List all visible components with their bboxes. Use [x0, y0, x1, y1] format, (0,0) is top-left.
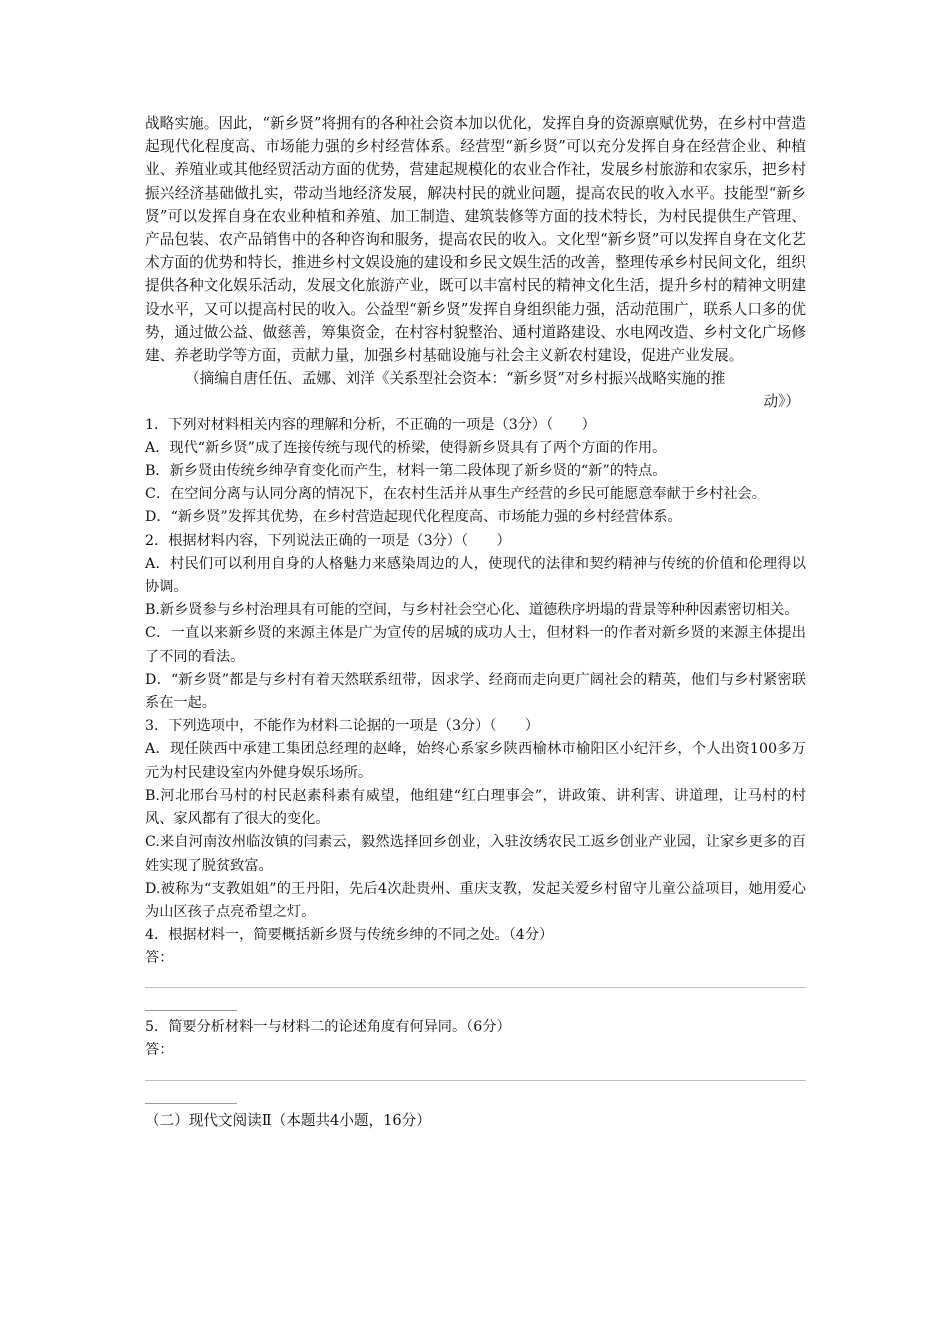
option-b: B.河北邢台马村的村民赵素科素有威望，他组建“红白理事会”，讲政策、讲利害、讲道理，让马村的村风、家风都有了很大的变化。 — [145, 787, 806, 828]
passage-source-end: 动》） — [763, 393, 800, 411]
question-stem: 2．根据材料内容，下列说法正确的一项是（3分）（ ） — [145, 532, 511, 549]
option-a: A．村民们可以利用自身的人格魅力来感染周边的人，使现代的法律和契约精神与传统的价值和伦理得以协调。 — [145, 555, 806, 596]
option-b: B.新乡贤参与乡村治理具有可能的空间，与乡村社会空心化、道德秩序坍塌的背景等种种因素密切相关。 — [145, 602, 799, 619]
option-a: A．现代“新乡贤”成了连接传统与现代的桥梁，使得新乡贤具有了两个方面的作用。 — [145, 439, 667, 456]
option-b: B．新乡贤由传统乡绅孕育变化而产生，材料一第二段体现了新乡贤的“新”的特点。 — [145, 463, 667, 480]
question-2 — [145, 530, 806, 716]
question-1 — [145, 414, 806, 530]
answer-line[interactable] — [145, 1080, 806, 1081]
answer-label: 答： — [145, 1041, 174, 1058]
question-stem: 5．简要分析材料一与材料二的论述角度有何异同。（6分） — [145, 1018, 511, 1035]
option-c: C．在空间分离与认同分离的情况下，在农村生活并从事生产经营的乡民可能愿意奉献于乡村社会。 — [145, 486, 766, 503]
question-stem: 1．下列对材料相关内容的理解和分析，不正确的一项是（3分）（ ） — [145, 416, 596, 433]
exam-page — [145, 112, 806, 1132]
passage-source: （摘编自唐任伍、孟娜、刘洋《关系型社会资本：“新乡贤”对乡村振兴战略实施的推 — [185, 370, 726, 388]
question-4 — [145, 924, 806, 1010]
option-d: D.被称为“支教姐姐”的王丹阳，先后4次赴贵州、重庆支教，发起关爱乡村留守儿童公益项目，她用爱心为山区孩子点亮希望之灯。 — [145, 880, 806, 920]
passage-paragraph: 战略实施。因此，“新乡贤”将拥有的各种社会资本加以优化，发挥自身的资源禀赋优势，在乡村中营造起现代化程度高、市场能力强的乡村经营体系。经营型“新乡贤”可以充分发挥自身在经营企业、种植业、养殖业或其他经贸活动方面的优势，营建起规模化的农业合作社，发展乡村旅游和农家乐，把乡村振兴经济基础做扎实，带动当地经济发展，解决村民的就业问题，提高农民的收入水平。技能型“新乡贤”可以发挥自身在农业种植和养殖、加工制造、建筑装修等方面的技术特长，为村民提供生产管理、产品包装、农产品销售中的各种咨询和服务，提高农民的收入。文化型“新乡贤”可以发挥自身在文化艺术方面的优势和特长，推进乡村文娱设施的建设和乡民文娱生活的改善，整理传承乡村民间文化，组织提供各种文化娱乐活动，发展文化旅游产业，既可以丰富村民的精神文化生活，提升乡村的精神文明建设水平，又可以提高村民的收入。公益型“新乡贤”发挥自身组织能力强，活动范围广，联系人口多的优势，通过做公益、做慈善，筹集资金，在村容村貌整治、通村道路建设、水电网改造、乡村文化广场修建、养老助学等方面，贡献力量，加强乡村基础设施与社会主义新农村建设，促进产业发展。 — [145, 115, 806, 365]
question-3 — [145, 715, 806, 924]
question-5 — [145, 1016, 806, 1104]
option-c: C.来自河南汝州临汝镇的闫素云，毅然选择回乡创业，入驻汝绣农民工返乡创业产业园，让家乡更多的百姓实现了脱贫致富。 — [145, 834, 806, 874]
question-stem: 4．根据材料一，简要概括新乡贤与传统乡绅的不同之处。（4分） — [145, 927, 554, 944]
option-c: C．一直以来新乡贤的来源主体是广为宣传的居城的成功人士，但材料一的作者对新乡贤的来源主体提出了不同的看法。 — [145, 625, 806, 665]
option-d: D．“新乡贤”都是与乡村有着天然联系纽带，因求学、经商而走向更广阔社会的精英，他们与乡村紧密联系在一起。 — [145, 671, 806, 712]
option-a: A．现任陕西中承建工集团总经理的赵峰，始终心系家乡陕西榆林市榆阳区小纪汗乡，个人出资100多万元为村民建设室内外健身娱乐场所。 — [145, 741, 806, 781]
question-stem: 3．下列选项中，不能作为材料二论据的一项是（3分）（ ） — [145, 718, 540, 735]
answer-line-end — [145, 1010, 237, 1011]
option-d: D．“新乡贤”发挥其优势，在乡村营造起现代化程度高、市场能力强的乡村经营体系。 — [145, 509, 682, 526]
section-heading: （二）现代文阅读Ⅱ（本题共4小题，16分） — [145, 1111, 431, 1129]
answer-label: 答： — [145, 950, 174, 967]
answer-line-end — [145, 1103, 237, 1104]
answer-line[interactable] — [145, 987, 806, 988]
